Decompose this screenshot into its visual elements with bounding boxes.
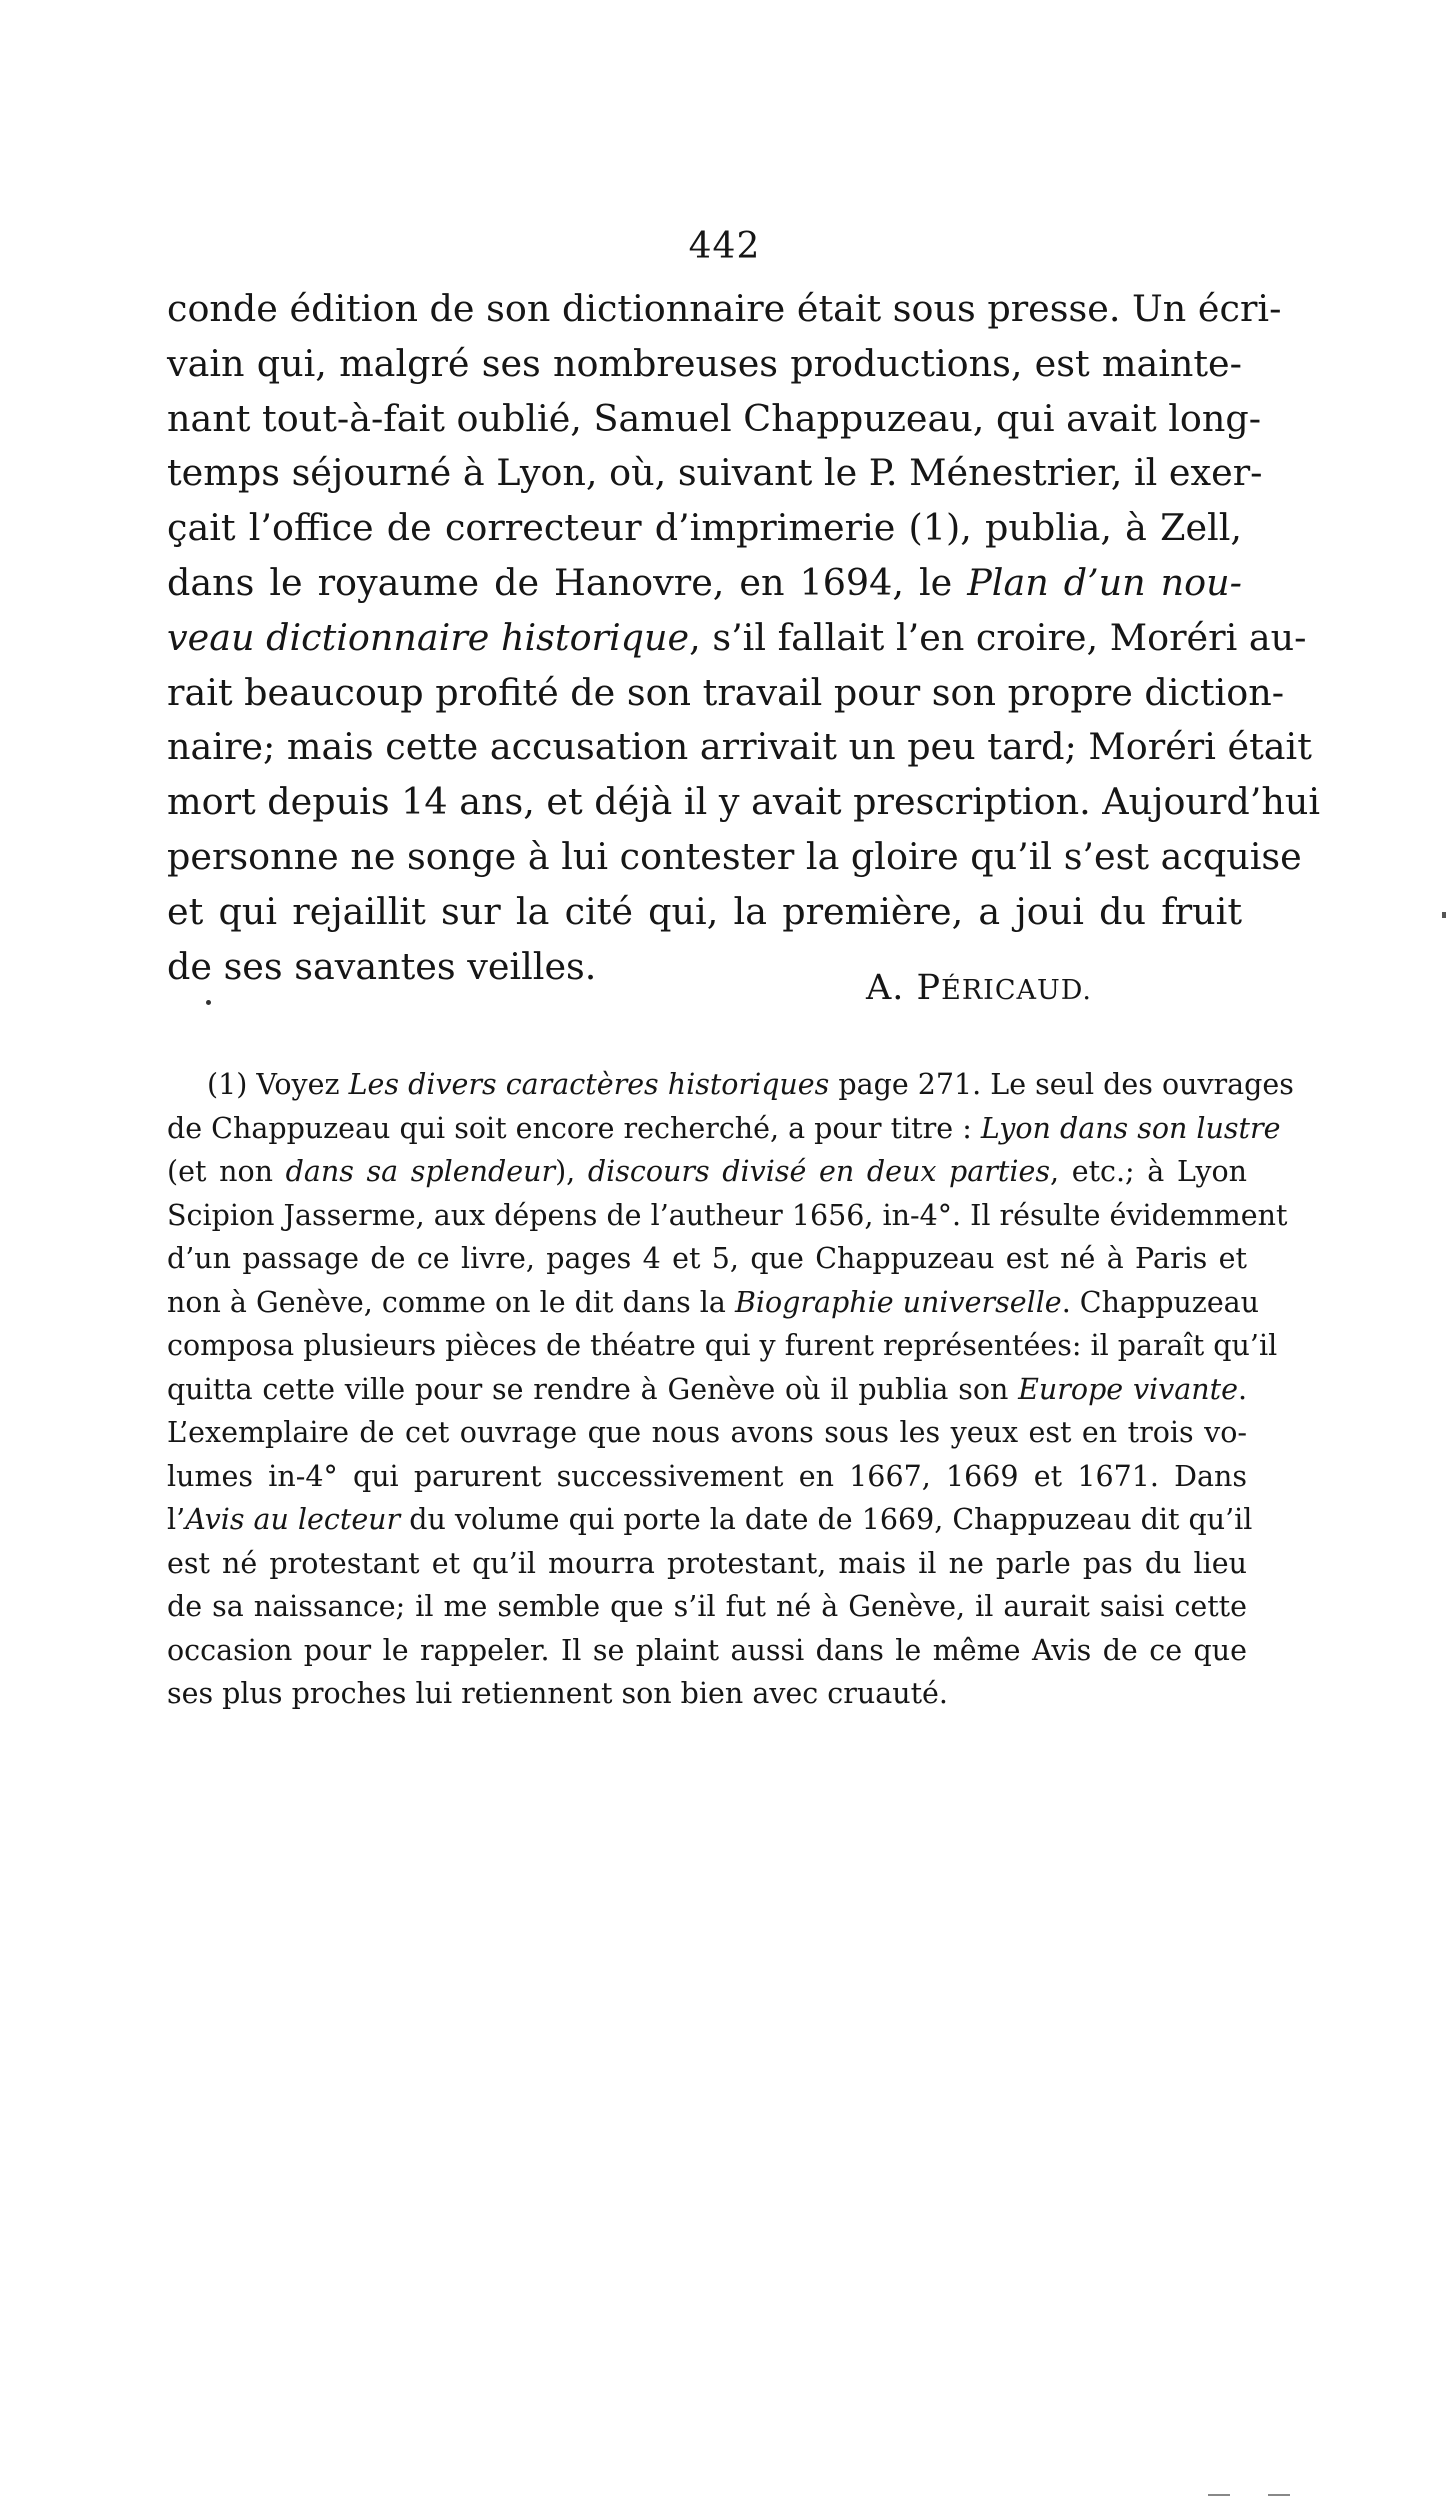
scan-edge-mark xyxy=(1268,2494,1290,2496)
footnote-line: est né protestant et qu’il mourra protestant, mais il ne parle pas du lieu xyxy=(167,1546,1247,1580)
book-title-italic: veau dictionnaire historique xyxy=(167,615,690,659)
text-line: et qui rejaillit sur la cité qui, la première, a joui du fruit xyxy=(167,889,1242,933)
footnote-line: quitta cette ville pour se rendre à Genève où il publia son Europe vivante. xyxy=(167,1372,1248,1406)
footnote-line: occasion pour le rappeler. Il se plaint aussi dans le même Avis de ce que xyxy=(167,1633,1247,1667)
text-line xyxy=(167,556,1242,611)
text-line: çait l’office de correcteur d’imprimerie (1), publia, à Zell, xyxy=(167,506,1242,550)
signature-initial: A. xyxy=(866,968,917,1008)
footnote-line: composa plusieurs pièces de théatre qui y furent représentées: il paraît qu’il xyxy=(167,1329,1278,1362)
italic-title: Biographie universelle xyxy=(734,1285,1062,1319)
stray-dot xyxy=(206,1000,211,1005)
page-number: 442 xyxy=(688,226,761,267)
scan-edge-mark xyxy=(1208,2494,1230,2496)
italic-title: Europe vivante xyxy=(1018,1372,1238,1406)
author-signature xyxy=(866,968,1092,1008)
text-fragment: , s’il fallait l’en croire, Moréri au- xyxy=(689,615,1307,659)
text-line: nant tout-à-fait oublié, Samuel Chappuzeau, qui avait long- xyxy=(167,396,1262,440)
italic-title: Avis au lecteur xyxy=(185,1503,401,1536)
margin-mark xyxy=(1442,912,1446,918)
footnote xyxy=(167,1063,1294,1716)
signature-smallcaps: ÉRICAUD. xyxy=(941,975,1092,1006)
footnote-line: d’un passage de ce livre, pages 4 et 5, que Chappuzeau est né à Paris et xyxy=(167,1242,1247,1275)
text-line: temps séjourné à Lyon, où, suivant le P. Ménestrier, il exer- xyxy=(167,451,1263,495)
footnote-line: lumes in-4° qui parurent successivement en 1667, 1669 et 1671. Dans xyxy=(167,1459,1247,1493)
text-line: personne ne songe à lui contester la gloire qu’il s’est acquise xyxy=(167,834,1302,878)
italic-title: Les divers caractères historiques xyxy=(348,1068,830,1101)
footnote-line: de Chappuzeau qui soit encore recherché, a pour titre : Lyon dans son lustre xyxy=(167,1111,1281,1145)
footnote-line: Scipion Jasserme, aux dépens de l’autheur 1656, in-4°. Il résulte évidemment xyxy=(167,1198,1288,1232)
text-fragment: dans le royaume de Hanovre, en 1694, le xyxy=(167,560,968,604)
text-line: mort depuis 14 ans, et déjà il y avait prescription. Aujourd’hui xyxy=(167,780,1321,824)
footnote-line: (1) Voyez Les divers caractères historiques page 271. Le seul des ouvrages xyxy=(207,1068,1294,1101)
text-line: rait beaucoup profité de son travail pour son propre diction- xyxy=(167,670,1285,714)
footnote-line: l’Avis au lecteur du volume qui porte la date de 1669, Chappuzeau dit qu’il xyxy=(167,1503,1253,1536)
italic-title: discours divisé en deux parties xyxy=(587,1155,1050,1188)
text-line xyxy=(167,611,1307,666)
text-line: naire; mais cette accusation arrivait un peu tard; Moréri était xyxy=(167,725,1312,769)
footnote-line: ses plus proches lui retiennent son bien avec cruauté. xyxy=(167,1677,948,1710)
footnote-line: (et non dans sa splendeur), discours divisé en deux parties, etc.; à Lyon xyxy=(167,1155,1247,1188)
footnote-line: L’exemplaire de cet ouvrage que nous avons sous les yeux est en trois vo- xyxy=(167,1416,1247,1449)
book-title-italic: Plan d’un nou- xyxy=(967,560,1242,604)
text-line: de ses savantes veilles. xyxy=(167,944,597,988)
text-line: conde édition de son dictionnaire était sous presse. Un écri- xyxy=(167,287,1282,330)
italic-title: dans sa splendeur xyxy=(285,1155,556,1188)
main-text xyxy=(167,282,1321,994)
footnote-line: non à Genève, comme on le dit dans la Biographie universelle. Chappuzeau xyxy=(167,1285,1260,1319)
italic-title: Lyon dans son lustre xyxy=(980,1111,1281,1145)
signature-capital: P xyxy=(916,968,942,1008)
text-line: vain qui, malgré ses nombreuses productions, est mainte- xyxy=(167,341,1242,385)
footnote-line: de sa naissance; il me semble que s’il fut né à Genève, il aurait saisi cette xyxy=(167,1590,1247,1623)
